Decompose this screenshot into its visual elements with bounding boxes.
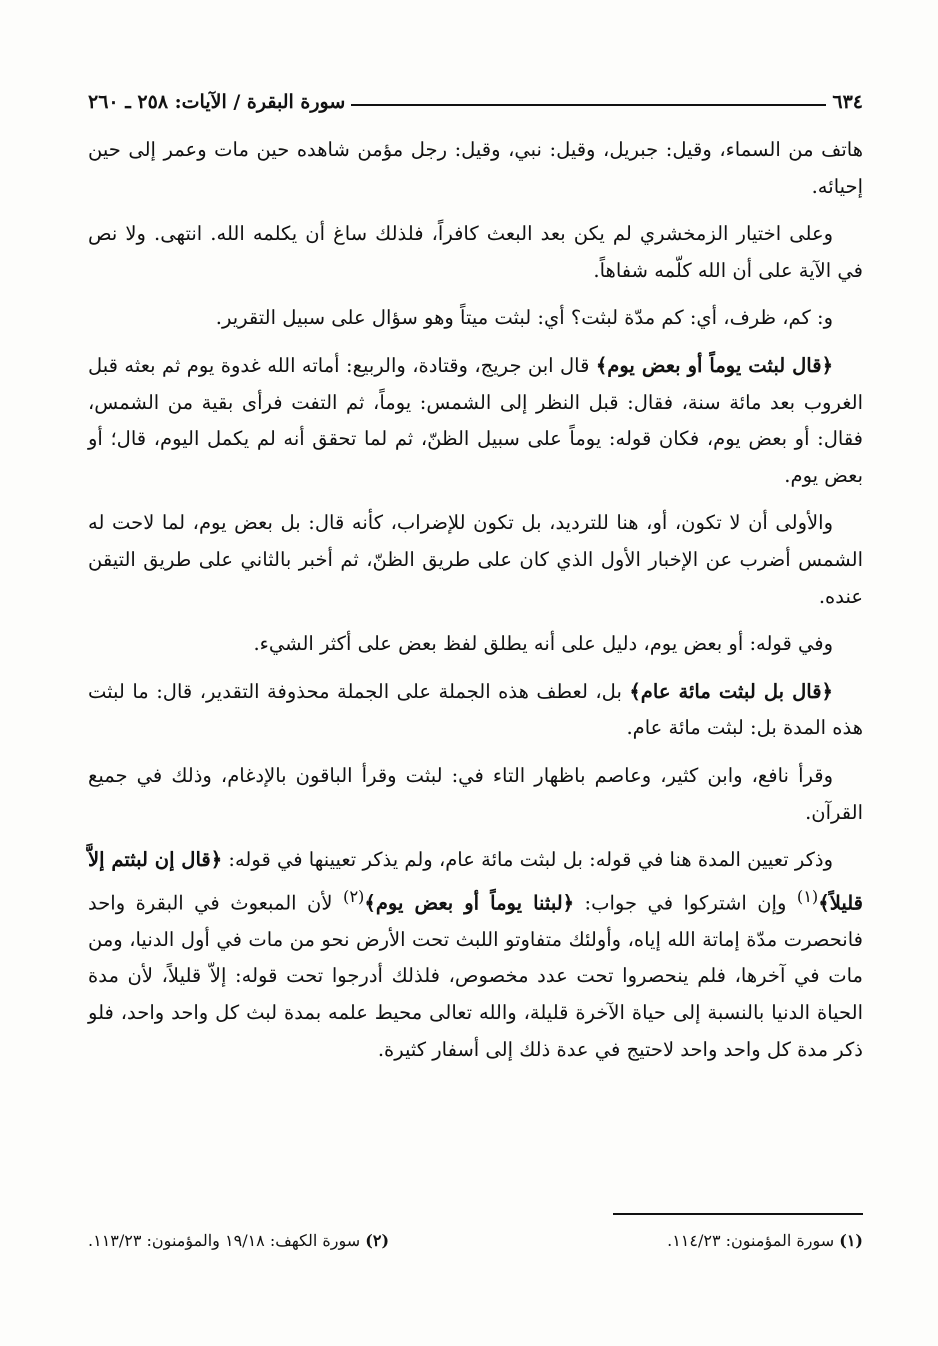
footnote-ref[interactable]: (٢) bbox=[342, 886, 365, 906]
page-header bbox=[88, 82, 863, 122]
paragraph-7 bbox=[88, 674, 863, 747]
paragraph-3: و: كم، ظرف، أي: كم مدّة لبثت؟ أي: لبثت ميتاً وهو سؤال على سبيل التقرير. bbox=[215, 306, 833, 330]
paragraph-text: بل، لعطف هذه الجملة على الجملة محذوفة التقدير، قال: ما لبثت هذه المدة بل: لبثت مائة عام. bbox=[88, 679, 863, 740]
surah-title: سورة البقرة / الآيات: ٢٥٨ ـ ٢٦٠ bbox=[88, 91, 346, 113]
paragraph-text: وإن اشتركوا في جواب: bbox=[574, 891, 797, 915]
header-rule bbox=[351, 104, 826, 106]
footnote-rule bbox=[613, 1213, 863, 1215]
paragraph-2: وعلى اختيار الزمخشري لم يكن بعد البعث كافراً، فلذلك ساغ أن يكلمه الله. انتهى. ولا نص في الآية على أن الله كلّمه شفاهاً. bbox=[88, 222, 863, 282]
paragraph-4 bbox=[88, 348, 863, 494]
quranic-quote: ﴿قال بل لبثت مائة عام﴾ bbox=[629, 679, 833, 703]
footnote-text: سورة الكهف: ١٩/١٨ والمؤمنون: ١١٣/٢٣. bbox=[88, 1231, 366, 1250]
footnotes bbox=[88, 1228, 863, 1254]
footnote-number: (١) bbox=[839, 1231, 863, 1250]
paragraph-9 bbox=[88, 842, 863, 1068]
quranic-quote: ﴿قال إن لبثتم إلاَّ قليلاً﴾ bbox=[88, 848, 863, 915]
paragraph-text: لأن المبعوث في البقرة واحد فانحصرت مدّة إماتة الله إياه، وأولئك متفاوتو اللبث تحت الأرض نحو من مات في أول الدنيا، ومن مات في آخرها، فلم ينحصروا تحت عدد مخصوص، فلذلك أدرجوا تحت قوله: إلاّ قليلاً، لأن مدة الحياة الدنيا بالنسبة إلى حياة الآخرة قليلة، والله تعالى محيط علمه بمدة لبث كل واحد واحد، فلو ذكر مدة كل واحد واحد لاحتيج في عدة ذلك إلى أسفار كثيرة. bbox=[88, 891, 863, 1061]
footnote-ref[interactable]: (١) bbox=[796, 886, 819, 906]
quranic-quote: ﴿قال لبثت يوماً أو بعض يوم﴾ bbox=[595, 353, 833, 377]
footnote-number: (٢) bbox=[365, 1231, 390, 1250]
paragraph-6: وفي قوله: أو بعض يوم، دليل على أنه يطلق لفظ بعض على أكثر الشيء. bbox=[253, 632, 833, 656]
footnote-1 bbox=[667, 1228, 863, 1254]
footnote-text: سورة المؤمنون: ١١٤/٢٣. bbox=[667, 1231, 840, 1250]
paragraph-text: قال ابن جريج، وقتادة، والربيع: أماته الله غدوة يوم ثم بعثه قبل الغروب بعد مائة سنة، فقال: قبل النظر إلى الشمس: يوماً، ثم التفت فرأى بقية من الشمس، فقال: أو بعض يوم، فكان قوله: يوماً على سبيل الظنّ، ثم لما تحقق أنه لم يكمل اليوم، قال؛ أو بعض يوم. bbox=[88, 353, 863, 487]
footnote-2 bbox=[88, 1228, 389, 1254]
page-number: ٦٣٤ bbox=[832, 91, 863, 113]
paragraph-8: وقرأ نافع، وابن كثير، وعاصم باظهار التاء في: لبثت وقرأ الباقون بالإدغام، وذلك في جميع القرآن. bbox=[88, 763, 863, 824]
quranic-quote: ﴿لبثنا يوماً أو بعض يوم﴾ bbox=[364, 891, 575, 915]
page-body bbox=[88, 132, 863, 1079]
paragraph-text: وذكر تعيين المدة هنا في قوله: بل لبثت مائة عام، ولم يذكر تعيينها في قوله: bbox=[222, 848, 833, 872]
paragraph-1: هاتف من السماء، وقيل: جبريل، وقيل: نبي، وقيل: رجل مؤمن شاهده حين مات وعمر إلى حين إحيائه. bbox=[88, 138, 863, 198]
paragraph-5: والأولى أن لا تكون، أو، هنا للترديد، بل تكون للإضراب، كأنه قال: بل بعض يوم، لما لاحت له الشمس أضرب عن الإخبار الأول الذي كان على طريق الظنّ، ثم أخبر بالثاني على طريق التيقن عنده. bbox=[88, 511, 863, 608]
